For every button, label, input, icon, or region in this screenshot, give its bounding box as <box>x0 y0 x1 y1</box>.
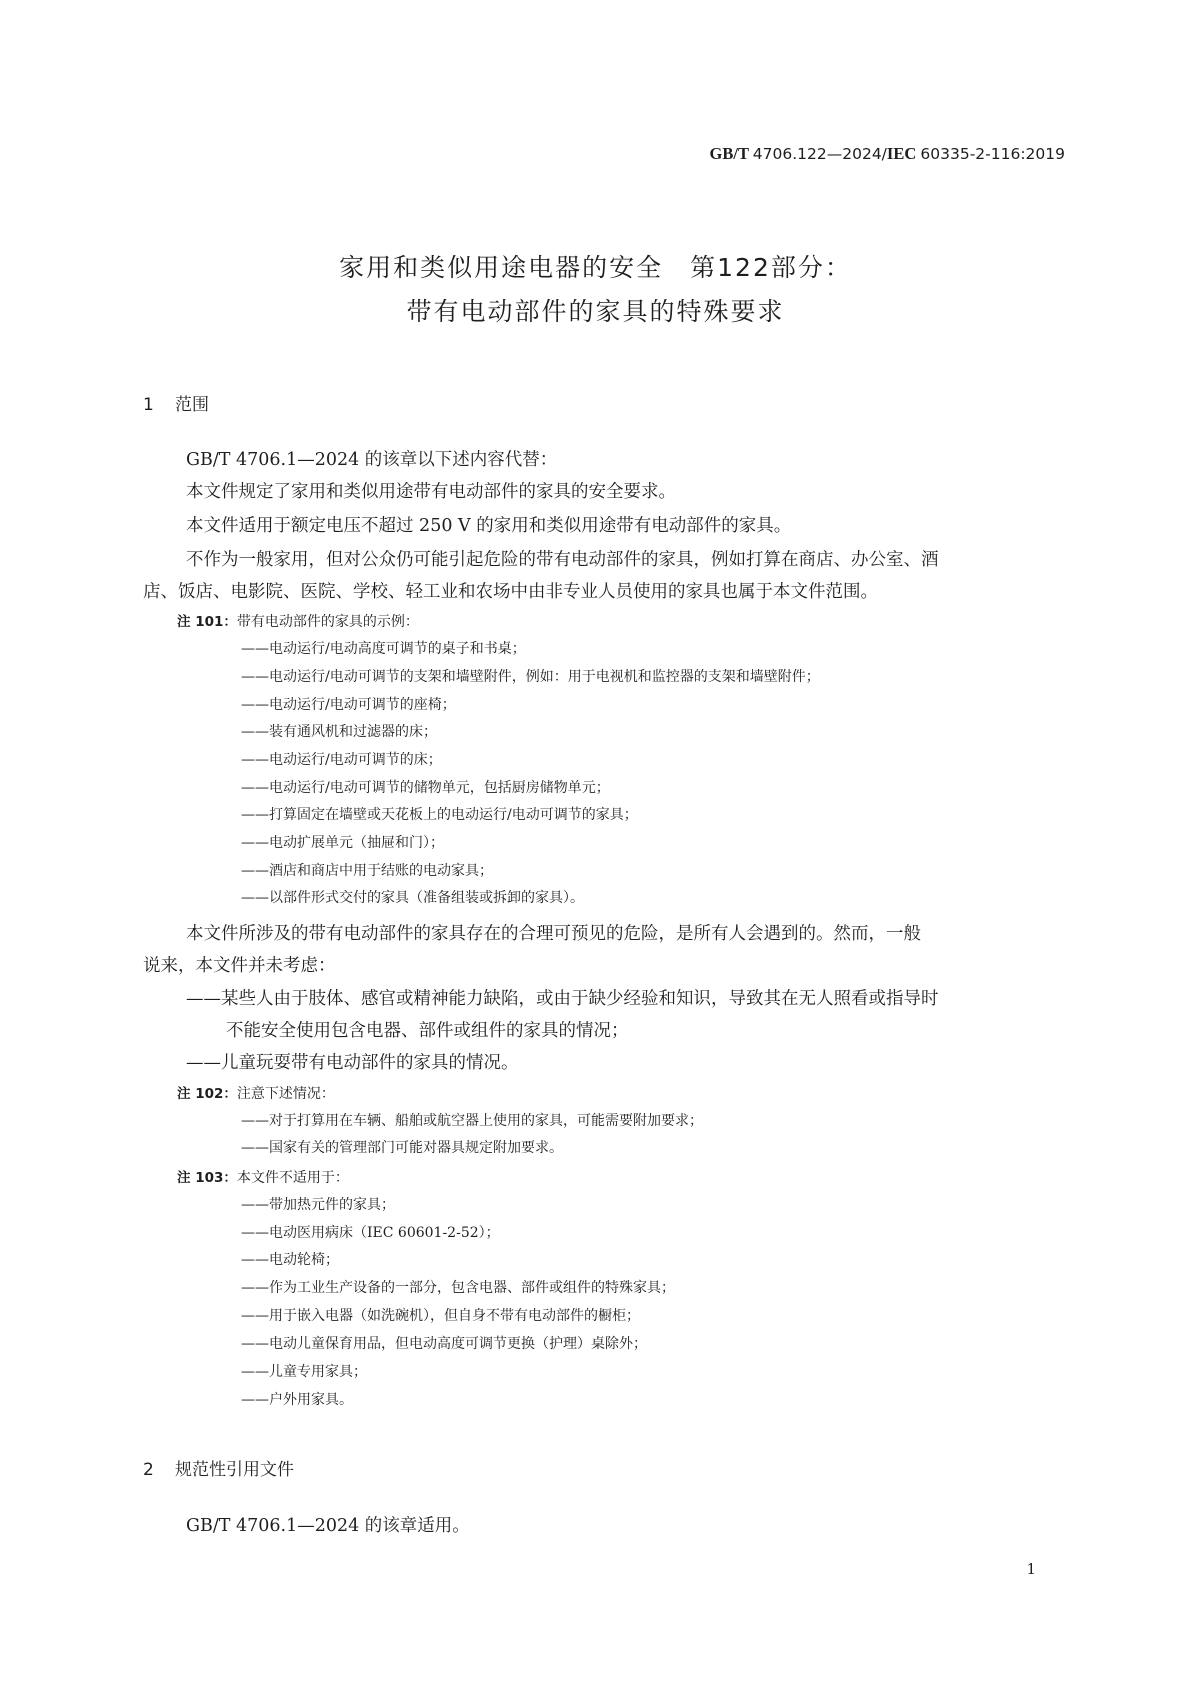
page-number: 1 <box>1026 1560 1036 1578</box>
paragraph: 本文件适用于额定电压不超过 250 V 的家用和类似用途带有电动部件的家具。 <box>186 516 792 536</box>
std-number: 4706.122—2024/ <box>752 145 887 163</box>
note-text: 本文件不适用于： <box>236 1170 349 1186</box>
note-item: ——对于打算用在车辆、船舶或航空器上使用的家具，可能需要附加要求； <box>241 1113 703 1129</box>
note-item: ——作为工业生产设备的一部分，包含电器、部件或组件的特殊家具； <box>241 1280 675 1296</box>
note-item: ——酒店和商店中用于结账的电动家具； <box>241 863 493 879</box>
note-item: ——以部件形式交付的家具（准备组装或拆卸的家具）。 <box>241 890 584 906</box>
paragraph: 本文件规定了家用和类似用途带有电动部件的家具的安全要求。 <box>186 482 676 502</box>
note-text: 注意下述情况： <box>236 1086 335 1102</box>
note-item: ——电动扩展单元（抽屉和门）； <box>241 835 444 851</box>
note-item: ——电动运行/电动高度可调节的桌子和书桌； <box>241 641 526 657</box>
note-item: ——户外用家具。 <box>241 1392 353 1408</box>
dash-item: ——儿童玩耍带有电动部件的家具的情况。 <box>186 1053 519 1073</box>
paragraph: 本文件所涉及的带有电动部件的家具存在的合理可预见的危险，是所有人会遇到的。然而，一般 <box>186 924 921 944</box>
note-label: 注 101： <box>177 614 237 630</box>
note-item: ——装有通风机和过滤器的床； <box>241 724 437 740</box>
note-item: ——电动医用病床（IEC 60601-2-52）； <box>241 1225 500 1241</box>
section-title: 范围 <box>175 395 209 415</box>
paragraph: 不作为一般家用，但对公众仍可能引起危险的带有电动部件的家具，例如打算在商店、办公室、酒 <box>186 550 939 570</box>
paragraph-continuation: 说来，本文件并未考虑： <box>143 956 336 976</box>
section-title: 规范性引用文件 <box>175 1460 294 1480</box>
note-item: ——电动运行/电动可调节的床； <box>241 752 442 768</box>
paragraph-continuation: 店、饭店、电影院、医院、学校、轻工业和农场中由非专业人员使用的家具也属于本文件范围。 <box>143 582 878 602</box>
document-title-line1: 家用和类似用途电器的安全 第122部分： <box>339 253 852 282</box>
note-item: ——电动儿童保育用品，但电动高度可调节更换（护理）桌除外； <box>241 1336 647 1352</box>
note-item: ——国家有关的管理部门可能对器具规定附加要求。 <box>241 1140 563 1156</box>
note-text: 带有电动部件的家具的示例： <box>236 614 419 630</box>
note-item: ——用于嵌入电器（如洗碗机），但自身不带有电动部件的橱柜； <box>241 1308 640 1324</box>
dash-item-continuation: 不能安全使用包含电器、部件或组件的家具的情况； <box>226 1021 629 1041</box>
standard-number <box>710 144 1065 164</box>
note-item: ——带加热元件的家具； <box>241 1197 395 1213</box>
section-2-heading <box>143 1455 294 1480</box>
note-item: ——电动运行/电动可调节的储物单元，包括厨房储物单元； <box>241 780 610 796</box>
note-101 <box>177 610 419 631</box>
std-bold: GB/T <box>709 144 749 163</box>
paragraph: GB/T 4706.1—2024 的该章以下述内容代替： <box>186 450 558 470</box>
note-label: 注 103： <box>177 1170 237 1186</box>
note-102 <box>177 1082 335 1103</box>
dash-item: ——某些人由于肢体、感官或精神能力缺陷，或由于缺少经验和知识，导致其在无人照看或指导时 <box>186 989 939 1009</box>
document-title-line2: 带有电动部件的家具的特殊要求 <box>406 297 785 326</box>
note-item: ——电动轮椅； <box>241 1252 339 1268</box>
section-1-heading <box>143 390 209 415</box>
std-iec: IEC <box>886 144 917 163</box>
note-label: 注 102： <box>177 1086 237 1102</box>
note-item: ——电动运行/电动可调节的座椅； <box>241 697 456 713</box>
note-103 <box>177 1166 349 1187</box>
note-item: ——打算固定在墙壁或天花板上的电动运行/电动可调节的家具； <box>241 807 638 823</box>
section-number: 1 <box>143 395 154 415</box>
paragraph: GB/T 4706.1—2024 的该章适用。 <box>186 1516 470 1536</box>
note-item: ——电动运行/电动可调节的支架和墙壁附件，例如：用于电视机和监控器的支架和墙壁附件； <box>241 669 820 685</box>
section-number: 2 <box>143 1460 154 1480</box>
std-iec-number: 60335-2-116:2019 <box>920 145 1065 163</box>
note-item: ——儿童专用家具； <box>241 1364 367 1380</box>
